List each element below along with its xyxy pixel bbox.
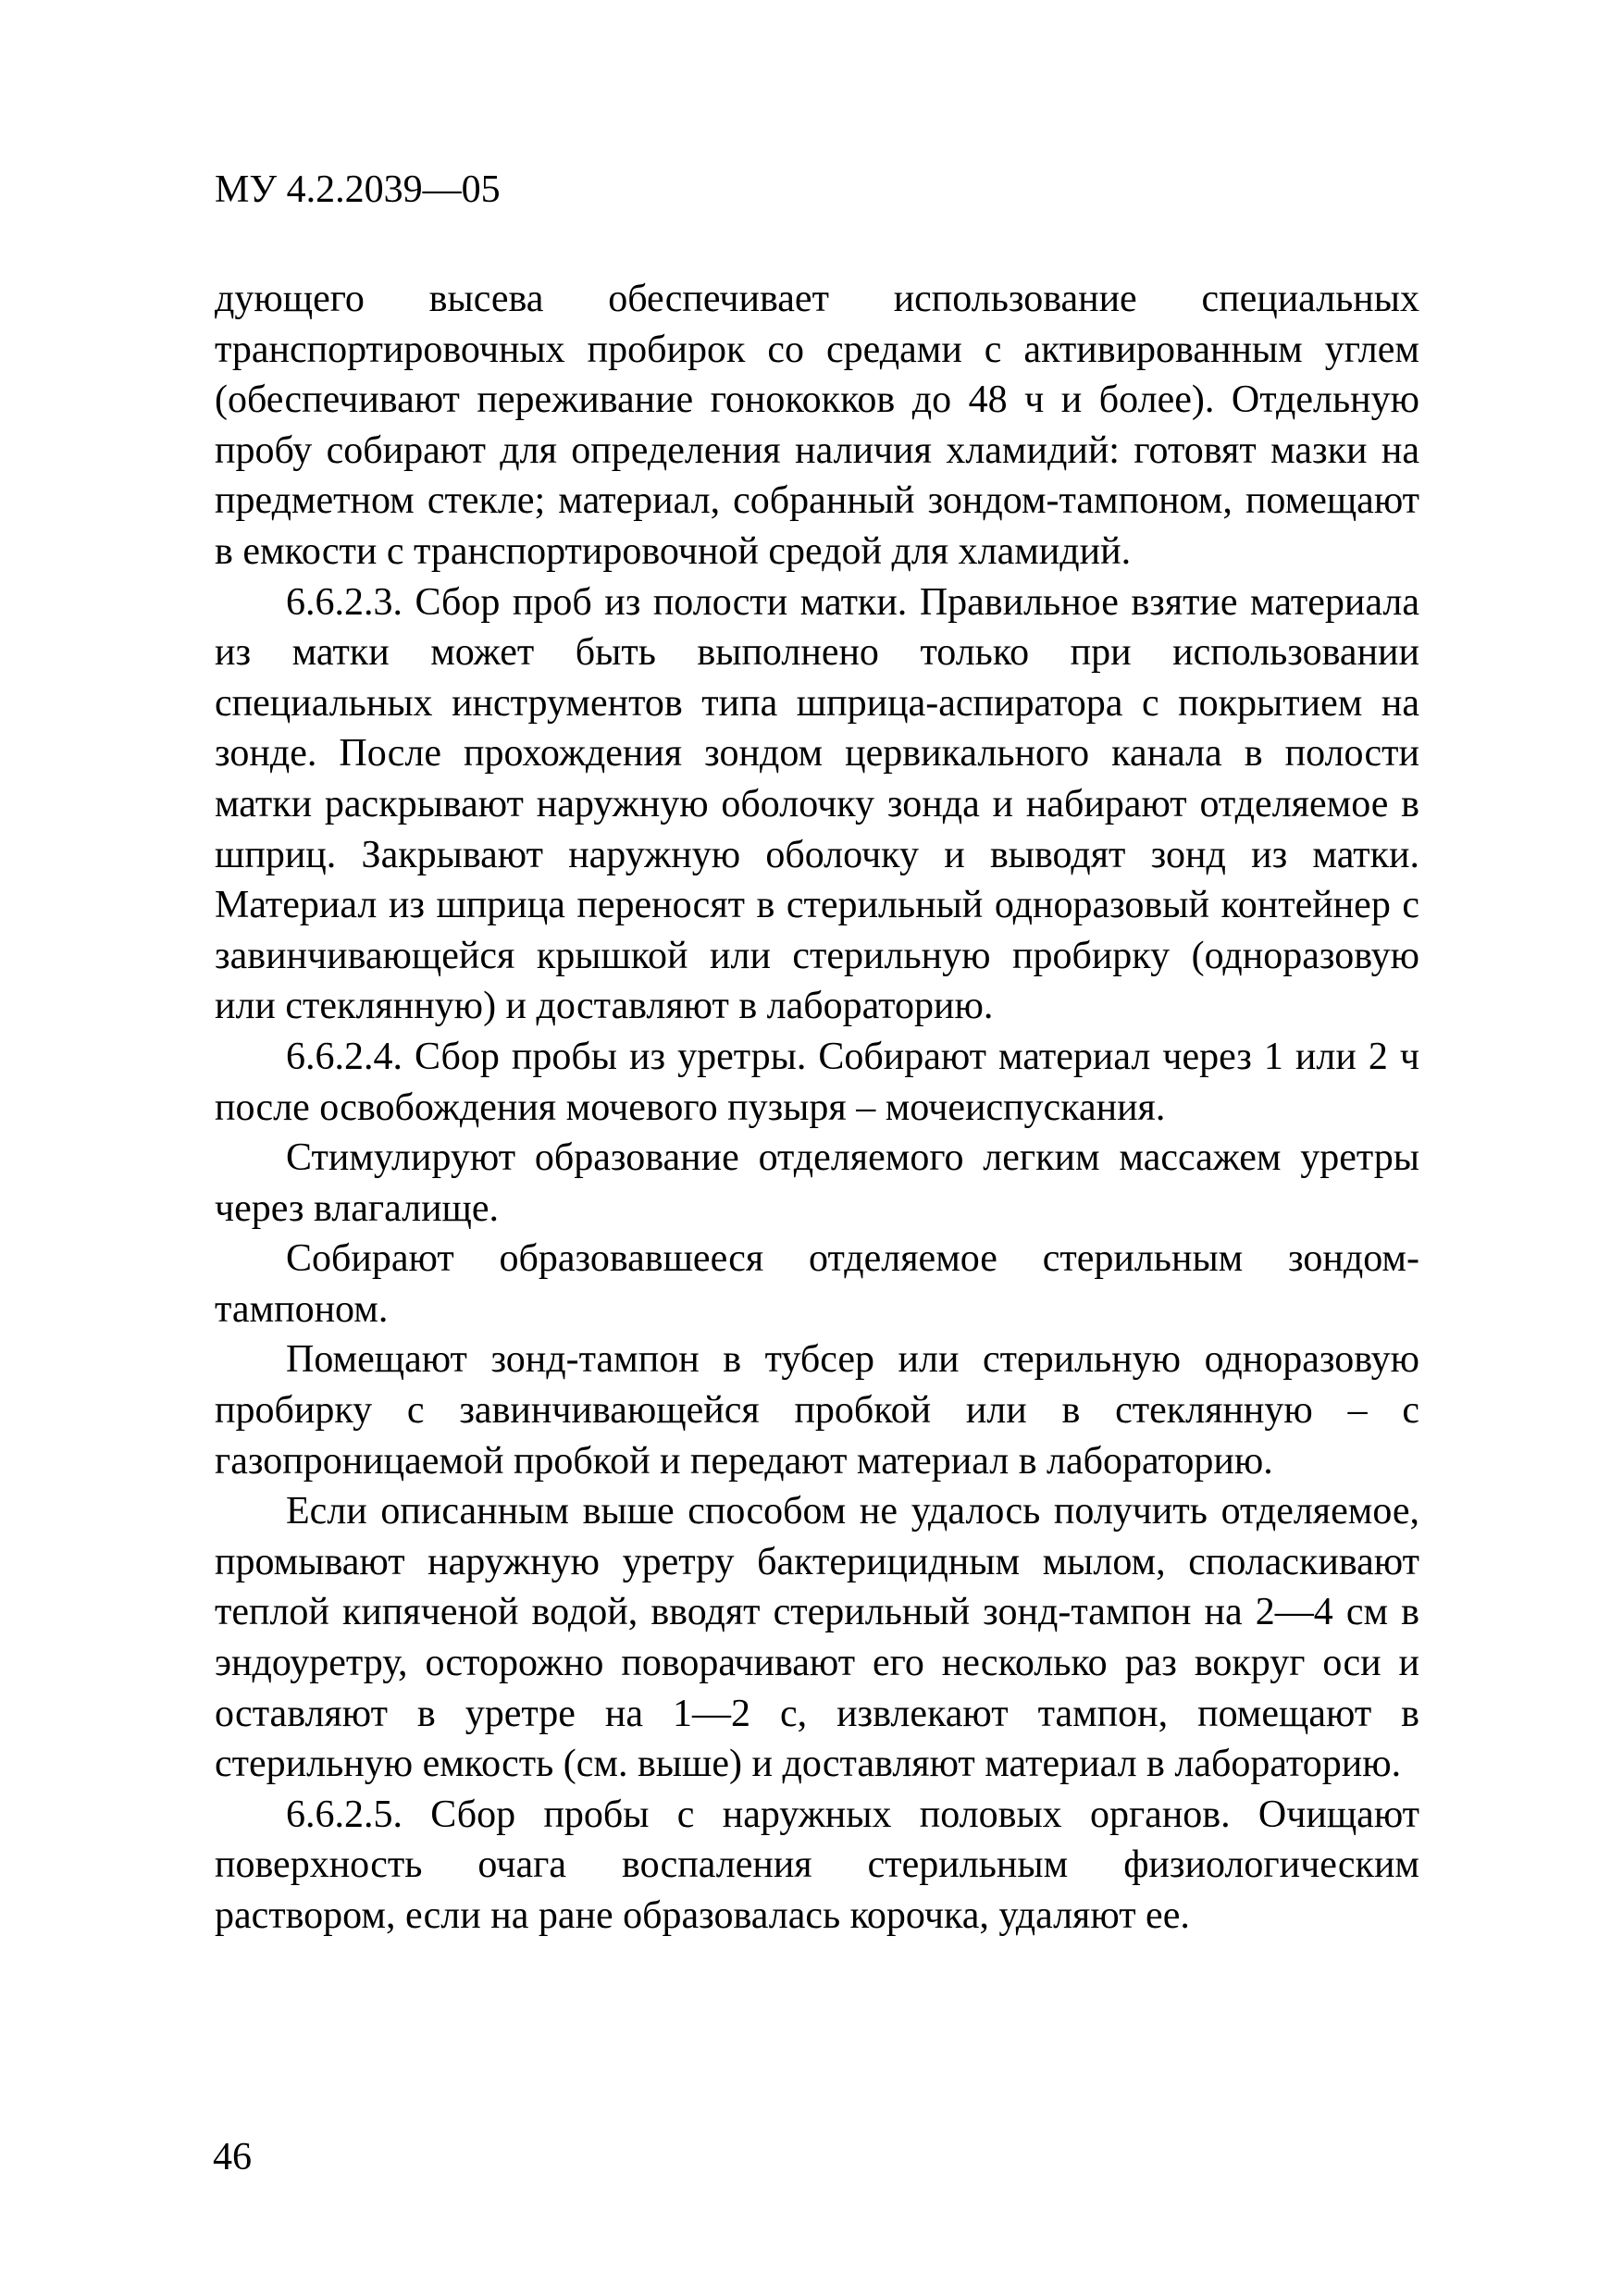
- paragraph-stimulation: Стимулируют образование отделяемого легким массажем уретры через влагалище.: [215, 1136, 1419, 1230]
- paragraph-continuation: дующего высева обеспечивает использование специальных транспортировочных пробирок со средами с активированным углем (обеспечивают переживание гонококков до 48 ч и более). Отдельную пробу собирают для определения наличия хламидий: готовят мазки на предметном стекле; материал, собранный зондом-тампоном, помещают в емкости с транспортировочной средой для хламидий.: [215, 278, 1419, 573]
- paragraph-external-genitalia: 6.6.2.5. Сбор пробы с наружных половых органов. Очищают поверхность очага воспаления стерильным физиологическим раствором, если на ране образовалась корочка, удаляют ее.: [215, 1793, 1419, 1937]
- paragraph-alternative-method: Если описанным выше способом не удалось получить отделяемое, промывают наружную уретру бактерицидным мылом, споласкивают теплой кипяченой водой, вводят стерильный зонд-тампон на 2—4 см в эндоуретру, осторожно поворачивают его несколько раз вокруг оси и оставляют в уретре на 1—2 с, извлекают тампон, помещают в стерильную емкость (см. выше) и доставляют материал в лабораторию.: [215, 1490, 1419, 1786]
- paragraph-collection: Собирают образовавшееся отделяемое стерильным зондом-тампоном.: [215, 1237, 1419, 1331]
- page-number: 46: [213, 2136, 252, 2178]
- document-code-header: МУ 4.2.2039—05: [215, 168, 501, 211]
- paragraph-urethra-sampling: 6.6.2.4. Сбор пробы из уретры. Собирают материал через 1 или 2 ч после освобождения мочевого пузыря – мочеиспускания.: [215, 1035, 1419, 1129]
- page-body: [215, 274, 1419, 1942]
- paragraph-uterine-sampling: 6.6.2.3. Сбор проб из полости матки. Правильное взятие материала из матки может быть выполнено только при использовании специальных инструментов типа шприца-аспиратора с покрытием на зонде. После прохождения зондом цервикального канала в полости матки раскрывают наружную оболочку зонда и набирают отделяемое в шприц. Закрывают наружную оболочку и выводят зонд из матки. Материал из шприца переносят в стерильный одноразовый контейнер с завинчивающейся крышкой или стерильную пробирку (одноразовую или стеклянную) и доставляют в лабораторию.: [215, 580, 1419, 1028]
- paragraph-placement: Помещают зонд-тампон в тубсер или стерильную одноразовую пробирку с завинчивающейся пробкой или в стеклянную – с газопроницаемой пробкой и передают материал в лабораторию.: [215, 1338, 1419, 1483]
